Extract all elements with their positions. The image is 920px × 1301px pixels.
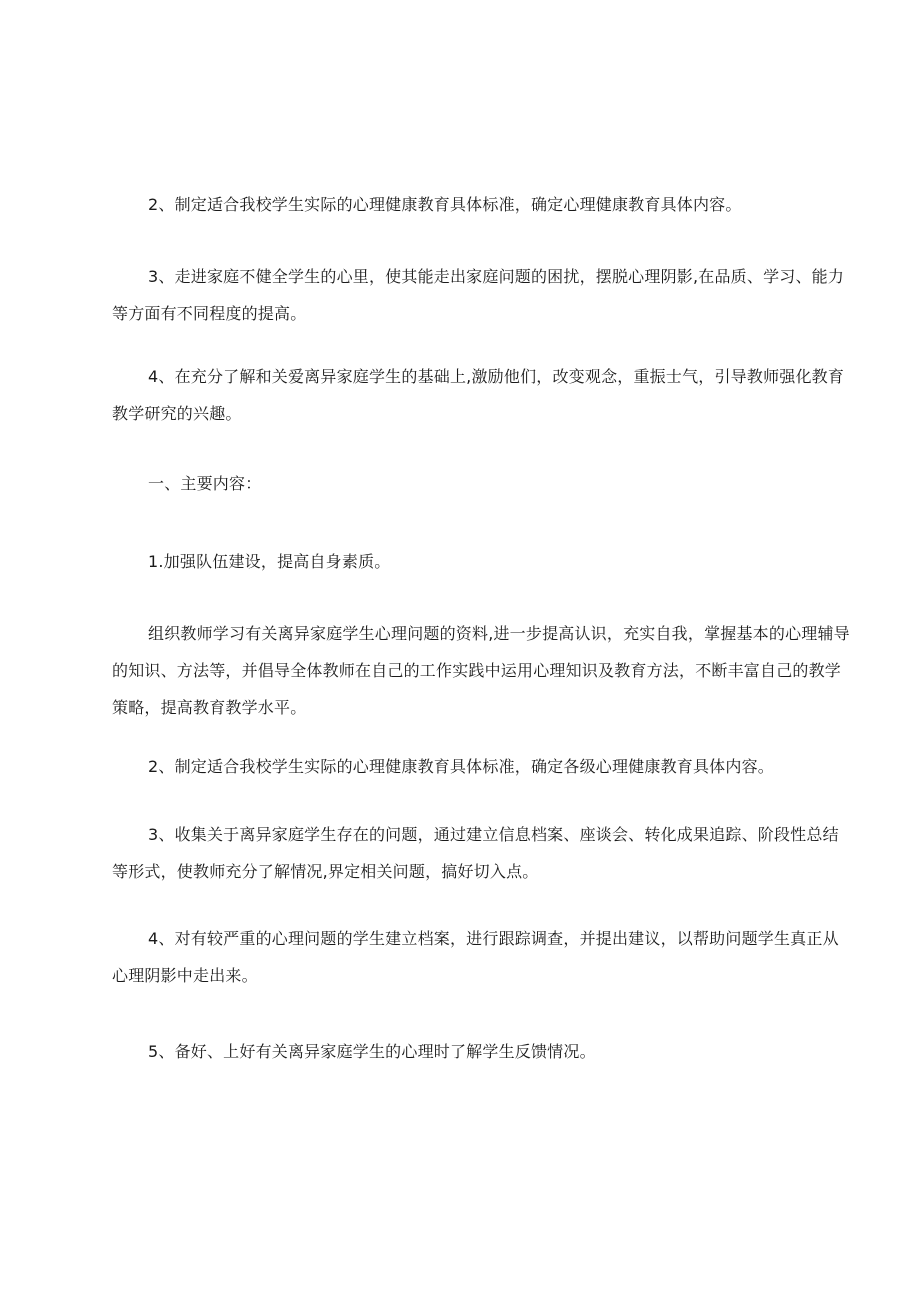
subheading-team-building	[112, 543, 812, 580]
text-line: 心理阴影中走出来。	[112, 966, 258, 985]
paragraph-goal-4	[112, 358, 845, 432]
text-line: 等方面有不同程度的提高。	[112, 304, 307, 323]
text-line: 的知识、方法等，并倡导全体教师在自己的工作实践中运用心理知识及教育方法，不断丰富自己的教学	[112, 661, 842, 680]
paragraph-content-4	[112, 920, 839, 994]
text-line: 3、走进家庭不健全学生的心里，使其能走出家庭问题的困扰，摆脱心理阴影,在品质、学习、能力	[148, 267, 845, 286]
text-line: 一、主要内容：	[148, 474, 262, 493]
text-line: 4、对有较严重的心理问题的学生建立档案，进行跟踪调查，并提出建议，以帮助问题学生真正从	[148, 929, 839, 948]
text-line: 组织教师学习有关离异家庭学生心理问题的资料,进一步提高认识，充实自我，掌握基本的心理辅导	[148, 624, 850, 643]
paragraph-goal-2	[112, 186, 812, 223]
text-line: 2、制定适合我校学生实际的心理健康教育具体标准，确定各级心理健康教育具体内容。	[148, 757, 774, 776]
paragraph-teacher-study	[112, 615, 850, 726]
text-line: 1.加强队伍建设，提高自身素质。	[148, 552, 391, 571]
paragraph-goal-3	[112, 258, 845, 332]
paragraph-content-2	[112, 748, 812, 785]
text-line: 2、制定适合我校学生实际的心理健康教育具体标准，确定心理健康教育具体内容。	[148, 195, 742, 214]
paragraph-content-5	[112, 1033, 812, 1070]
text-line: 教学研究的兴趣。	[112, 404, 242, 423]
paragraph-content-3	[112, 816, 839, 890]
text-line: 策略，提高教育教学水平。	[112, 698, 307, 717]
section-heading-main-content	[112, 465, 812, 502]
text-line: 3、收集关于离异家庭学生存在的问题，通过建立信息档案、座谈会、转化成果追踪、阶段性总结	[148, 825, 839, 844]
text-line: 等形式，使教师充分了解情况,界定相关问题，搞好切入点。	[112, 862, 539, 881]
text-line: 5、备好、上好有关离异家庭学生的心理时了解学生反馈情况。	[148, 1042, 596, 1061]
text-line: 4、在充分了解和关爱离异家庭学生的基础上,激励他们，改变观念，重振士气，引导教师强化教育	[148, 367, 845, 386]
